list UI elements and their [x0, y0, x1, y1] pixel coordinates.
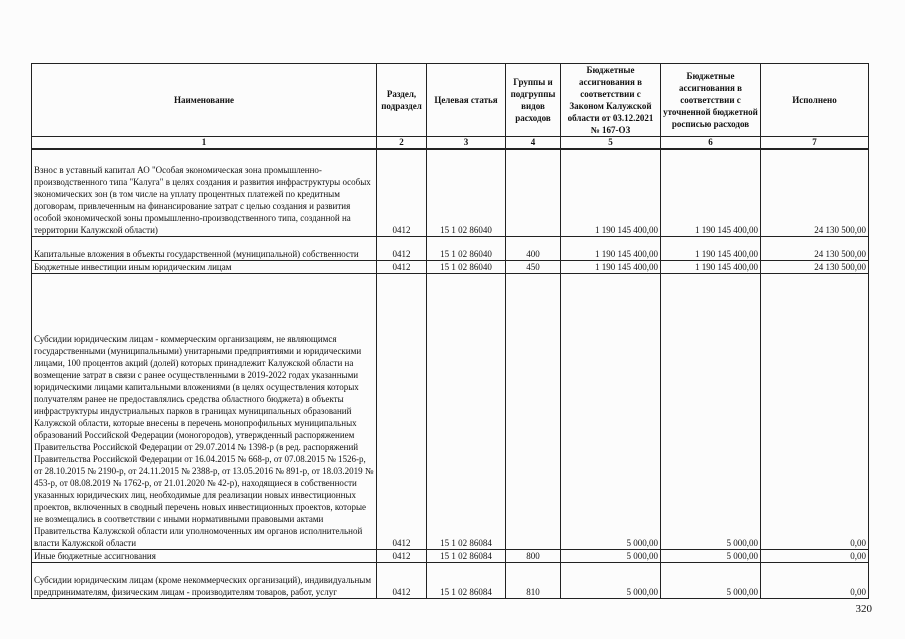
column-number: 5	[561, 137, 661, 150]
row-group: 450	[506, 260, 561, 273]
column-number-row	[32, 137, 869, 150]
page-number: 320	[855, 603, 872, 615]
table-row	[32, 562, 869, 598]
row-section: 0412	[377, 260, 427, 273]
column-number: 2	[377, 137, 427, 150]
row-target: 15 1 02 86084	[427, 273, 506, 549]
row-group: 810	[506, 562, 561, 598]
header-section: Раздел, подраздел	[377, 64, 427, 137]
row-refined-amount: 5 000,00	[661, 273, 761, 549]
row-name: Субсидии юридическим лицам - коммерческим организациям, не являющимся государственными (муниципальными) унитарными предприятиями и юридическими лицами, 100 процентов акций (долей) которых принадлежит Калужской области на возмещение затрат в связи с ранее осуществленными в 2019-2022 годах указанными юридическими лицами капитальными вложениями (в целях осуществления которых получателям ранее не предоставлялись средства областного бюджета) в объекты инфраструктуры индустриальных парков в границах муниципальных образований Калужской области, которые внесены в перечень монопрофильных муниципальных образований Российской Федерации (моногородов), утвержденный распоряжением Правительства Российской Федерации от 29.07.2014 № 1398-р (в ред. распоряжений Правительства Российской Федерации от 16.04.2015 № 668-р, от 07.08.2015 № 1526-р, от 28.10.2015 № 2190-р, от 24.11.2015 № 2388-р, от 13.05.2016 № 891-р, от 18.03.2019 № 453-р, от 08.08.2019 № 1762-р, от 21.01.2020 № 42-р), находящиеся в собственности указанных юридических лиц, необходимые для реализации новых инвестиционных проектов, включенных в сводный перечень новых инвестиционных проектов, которые не возмещались в соответствии с иными нормативными правовыми актами Правительства Калужской области или уполномоченных им органов исполнительной власти Калужской области	[32, 273, 377, 549]
row-name: Иные бюджетные ассигнования	[32, 549, 377, 562]
row-target: 15 1 02 86040	[427, 260, 506, 273]
row-executed-amount: 0,00	[761, 549, 869, 562]
row-section: 0412	[377, 549, 427, 562]
row-refined-amount: 5 000,00	[661, 549, 761, 562]
header-group: Группы и подгруппы видов расходов	[506, 64, 561, 137]
table-row	[32, 549, 869, 562]
row-law-amount: 5 000,00	[561, 562, 661, 598]
row-executed-amount: 0,00	[761, 273, 869, 549]
row-target: 15 1 02 86040	[427, 149, 506, 236]
row-name: Взнос в уставный капитал АО "Особая экономическая зона промышленно-производственного типа "Калуга" в целях создания и развития инфраструктуры особых экономических зон (в том числе на уплату процентных платежей по кредитным договорам, привлеченным на финансирование затрат с целью создания и развития особой экономической зоны промышленно-производственного типа, созданной на территории Калужской области)	[32, 149, 377, 236]
column-number: 4	[506, 137, 561, 150]
header-row	[32, 64, 869, 137]
row-group	[506, 273, 561, 549]
row-law-amount: 5 000,00	[561, 273, 661, 549]
row-law-amount: 1 190 145 400,00	[561, 149, 661, 236]
row-executed-amount: 24 130 500,00	[761, 149, 869, 236]
row-law-amount: 1 190 145 400,00	[561, 260, 661, 273]
row-executed-amount: 0,00	[761, 562, 869, 598]
row-section: 0412	[377, 273, 427, 549]
row-section: 0412	[377, 562, 427, 598]
budget-table	[31, 63, 869, 599]
row-refined-amount: 5 000,00	[661, 562, 761, 598]
column-number: 7	[761, 137, 869, 150]
row-target: 15 1 02 86084	[427, 562, 506, 598]
row-group	[506, 149, 561, 236]
column-number: 1	[32, 137, 377, 150]
row-executed-amount: 24 130 500,00	[761, 260, 869, 273]
row-group: 800	[506, 549, 561, 562]
header-refined-allocation: Бюджетные ассигнования в соответствии с уточненной бюджетной росписью расходов	[661, 64, 761, 137]
row-name: Субсидии юридическим лицам (кроме некоммерческих организаций), индивидуальным предпринимателям, физическим лицам - производителям товаров, работ, услуг	[32, 562, 377, 598]
header-name: Наименование	[32, 64, 377, 137]
row-section: 0412	[377, 236, 427, 260]
header-executed: Исполнено	[761, 64, 869, 137]
row-law-amount: 1 190 145 400,00	[561, 236, 661, 260]
row-target: 15 1 02 86040	[427, 236, 506, 260]
row-name: Капитальные вложения в объекты государственной (муниципальной) собственности	[32, 236, 377, 260]
column-number: 6	[661, 137, 761, 150]
row-refined-amount: 1 190 145 400,00	[661, 236, 761, 260]
row-law-amount: 5 000,00	[561, 549, 661, 562]
table-row	[32, 273, 869, 549]
table-row	[32, 149, 869, 236]
row-refined-amount: 1 190 145 400,00	[661, 149, 761, 236]
header-law-allocation: Бюджетные ассигнования в соответствии с Законом Калужской области от 03.12.2021 № 167-ОЗ	[561, 64, 661, 137]
header-target: Целевая статья	[427, 64, 506, 137]
row-executed-amount: 24 130 500,00	[761, 236, 869, 260]
table-row	[32, 260, 869, 273]
column-number: 3	[427, 137, 506, 150]
table-row	[32, 236, 869, 260]
row-target: 15 1 02 86084	[427, 549, 506, 562]
row-group: 400	[506, 236, 561, 260]
row-refined-amount: 1 190 145 400,00	[661, 260, 761, 273]
row-name: Бюджетные инвестиции иным юридическим лицам	[32, 260, 377, 273]
row-section: 0412	[377, 149, 427, 236]
